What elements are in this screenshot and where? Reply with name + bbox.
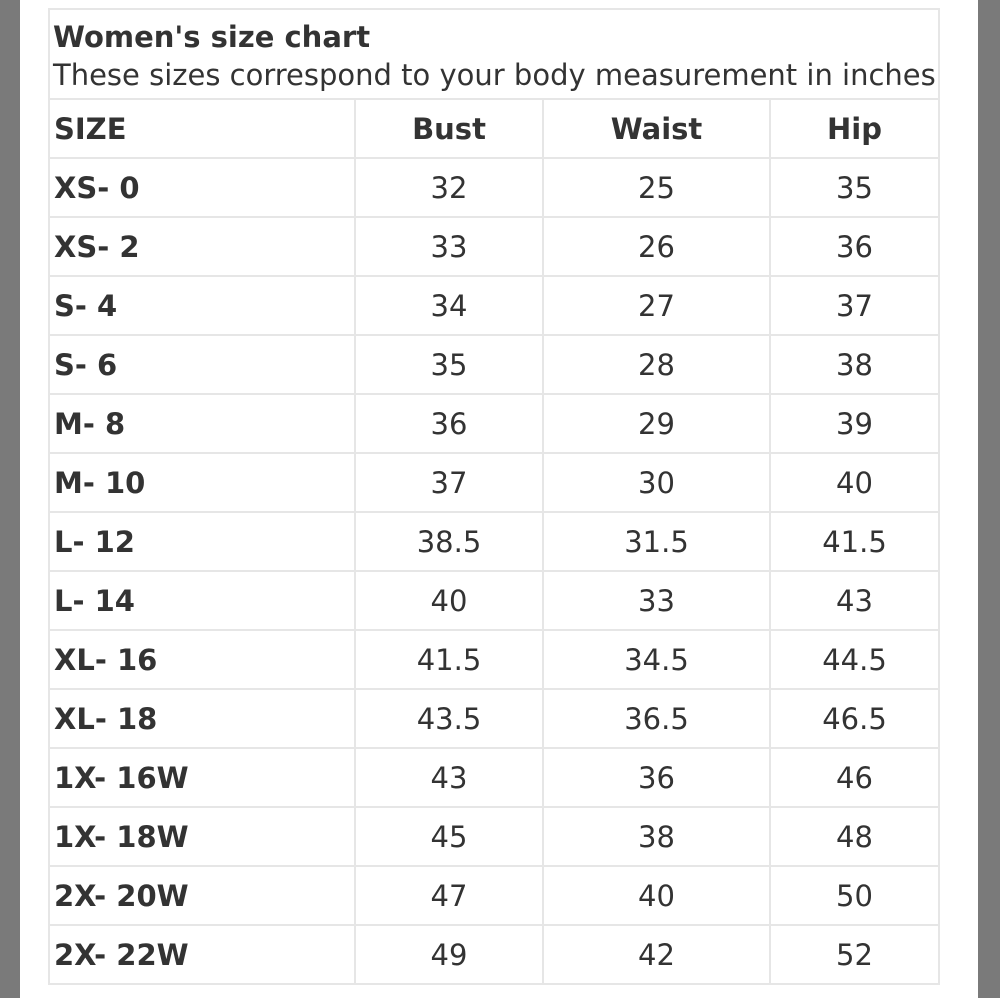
chart-title: Women's size chart	[53, 20, 371, 54]
hip-cell: 50	[770, 866, 939, 925]
size-cell: XL- 18	[49, 689, 355, 748]
waist-cell: 31.5	[543, 512, 770, 571]
size-cell: 1X- 18W	[49, 807, 355, 866]
waist-cell: 26	[543, 217, 770, 276]
hip-cell: 37	[770, 276, 939, 335]
column-header-waist: Waist	[543, 99, 770, 158]
table-row	[49, 689, 939, 748]
table-row	[49, 335, 939, 394]
bust-cell: 32	[355, 158, 543, 217]
size-cell: S- 4	[49, 276, 355, 335]
bust-cell: 43.5	[355, 689, 543, 748]
hip-cell: 36	[770, 217, 939, 276]
hip-cell: 38	[770, 335, 939, 394]
caption-row	[49, 9, 939, 99]
size-cell: L- 12	[49, 512, 355, 571]
caption-cell	[49, 9, 939, 99]
waist-cell: 34.5	[543, 630, 770, 689]
hip-cell: 39	[770, 394, 939, 453]
waist-cell: 40	[543, 866, 770, 925]
bust-cell: 47	[355, 866, 543, 925]
table-row	[49, 158, 939, 217]
table-row	[49, 453, 939, 512]
column-header-bust: Bust	[355, 99, 543, 158]
bust-cell: 34	[355, 276, 543, 335]
waist-cell: 33	[543, 571, 770, 630]
waist-cell: 27	[543, 276, 770, 335]
column-header-hip: Hip	[770, 99, 939, 158]
size-cell: XS- 2	[49, 217, 355, 276]
table-row	[49, 394, 939, 453]
table-row	[49, 512, 939, 571]
hip-cell: 43	[770, 571, 939, 630]
hip-cell: 48	[770, 807, 939, 866]
size-cell: 2X- 20W	[49, 866, 355, 925]
waist-cell: 28	[543, 335, 770, 394]
bust-cell: 41.5	[355, 630, 543, 689]
waist-cell: 30	[543, 453, 770, 512]
size-rows	[49, 158, 939, 984]
bust-cell: 43	[355, 748, 543, 807]
size-chart-table	[48, 8, 940, 985]
table-row	[49, 807, 939, 866]
size-cell: 2X- 22W	[49, 925, 355, 984]
size-cell: L- 14	[49, 571, 355, 630]
hip-cell: 46.5	[770, 689, 939, 748]
bust-cell: 33	[355, 217, 543, 276]
hip-cell: 44.5	[770, 630, 939, 689]
size-chart	[48, 8, 938, 985]
table-row	[49, 571, 939, 630]
table-row	[49, 217, 939, 276]
table-row	[49, 925, 939, 984]
hip-cell: 35	[770, 158, 939, 217]
size-cell: XS- 0	[49, 158, 355, 217]
bust-cell: 40	[355, 571, 543, 630]
table-row	[49, 748, 939, 807]
size-cell: M- 10	[49, 453, 355, 512]
waist-cell: 29	[543, 394, 770, 453]
hip-cell: 52	[770, 925, 939, 984]
header-row	[49, 99, 939, 158]
size-cell: 1X- 16W	[49, 748, 355, 807]
size-chart-panel	[20, 0, 978, 998]
hip-cell: 46	[770, 748, 939, 807]
waist-cell: 25	[543, 158, 770, 217]
size-cell: M- 8	[49, 394, 355, 453]
bust-cell: 45	[355, 807, 543, 866]
waist-cell: 38	[543, 807, 770, 866]
bust-cell: 35	[355, 335, 543, 394]
waist-cell: 42	[543, 925, 770, 984]
size-cell: S- 6	[49, 335, 355, 394]
hip-cell: 40	[770, 453, 939, 512]
bust-cell: 38.5	[355, 512, 543, 571]
table-row	[49, 630, 939, 689]
bust-cell: 37	[355, 453, 543, 512]
table-row	[49, 276, 939, 335]
chart-subtitle: These sizes correspond to your body measurement in inches	[53, 58, 936, 92]
hip-cell: 41.5	[770, 512, 939, 571]
waist-cell: 36.5	[543, 689, 770, 748]
waist-cell: 36	[543, 748, 770, 807]
table-row	[49, 866, 939, 925]
column-header-size: SIZE	[49, 99, 355, 158]
size-cell: XL- 16	[49, 630, 355, 689]
bust-cell: 49	[355, 925, 543, 984]
bust-cell: 36	[355, 394, 543, 453]
